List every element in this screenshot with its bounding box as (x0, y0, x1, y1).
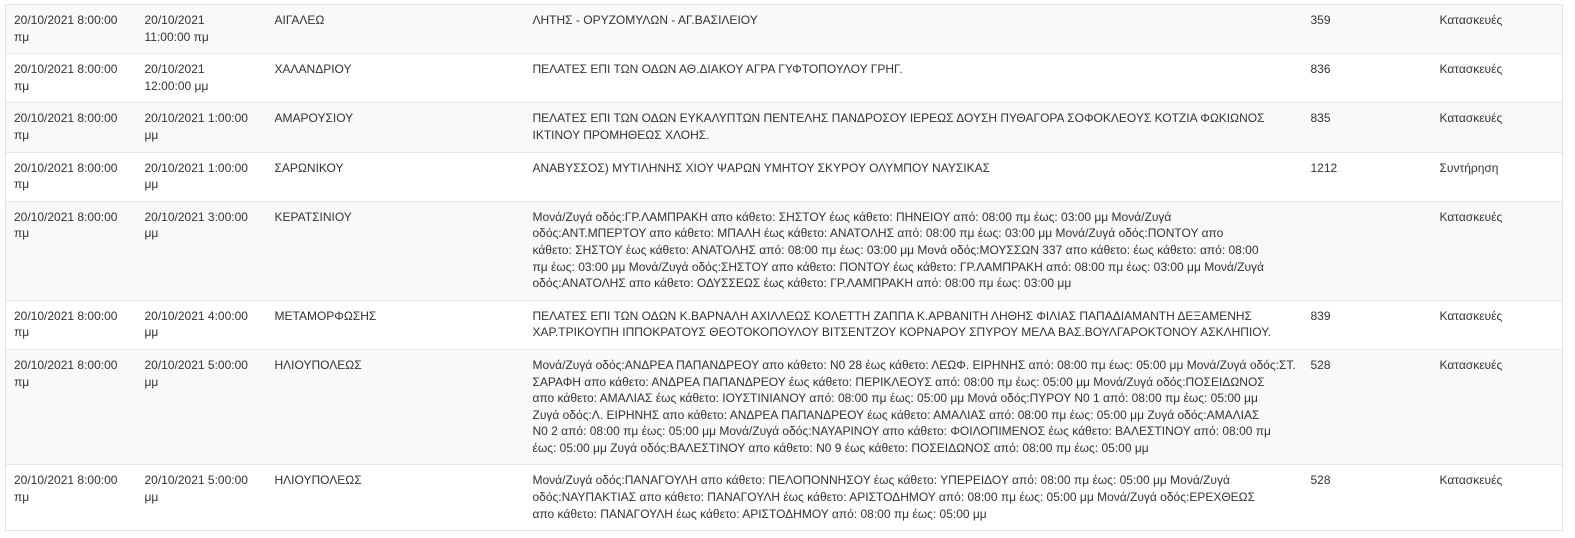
table-row (6, 103, 1563, 152)
code-cell (1303, 201, 1432, 300)
description-line: Μονά/Ζυγά οδός:ΓΡ.ΛΑΜΠΡΑΚΗ απο κάθετο: ΣΗΣΤΟΥ έως κάθετο: ΠΗΝΕΙΟΥ από: 08:00 πμ έως: 03:00 μμ Μονά/Ζυγά (532, 209, 1172, 224)
start-time-cell: 20/10/2021 8:00:00 πμ (6, 54, 137, 103)
outage-table-container (5, 4, 1562, 531)
description-cell (525, 465, 1303, 531)
type-cell: Κατασκευές (1432, 103, 1563, 152)
description-line: απο κάθετο: ΑΜΑΛΙΑΣ έως κάθετο: ΙΟΥΣΤΙΝΙΑΝΟΥ από: 08:00 πμ έως: 05:00 μμ Μονά οδός:ΠΥΡΟΥ Ν0 1 από: 08:00 πμ έως: 05:00 μμ (532, 391, 1258, 406)
description-line: ΧΑΡ.ΤΡΙΚΟΥΠΗ ΙΠΠΟΚΡΑΤΟΥΣ ΘΕΟΤΟΚΟΠΟΥΛΟΥ ΒΙΤΣΕΝΤΖΟΥ ΚΟΡΝΑΡΟΥ ΣΠΥΡΟΥ ΜΕΛΑ ΒΑΣ.ΒΟΥΛΓΑΡΟΚΤΟΝΟΥ ΑΣΚΛΗΠΙΟΥ. (532, 325, 1272, 340)
area-cell: ΗΛΙΟΥΠΟΛΕΩΣ (267, 465, 525, 531)
description-cell (525, 300, 1303, 349)
outage-table (5, 4, 1563, 531)
area-cell: ΧΑΛΑΝΔΡΙΟΥ (267, 54, 525, 103)
description-line: Ζυγά οδός:Λ. ΕΙΡΗΝΗΣ απο κάθετο: ΑΝΔΡΕΑ ΠΑΠΑΝΔΡΕΟΥ έως κάθετο: ΑΜΑΛΙΑΣ από: 08:00 πμ έως: 05:00 μμ Ζυγά οδός:ΑΜΑΛΙΑΣ (532, 407, 1260, 422)
table-row (6, 300, 1563, 349)
table-row (6, 152, 1563, 201)
type-cell: Κατασκευές (1432, 201, 1563, 300)
description-line: Μονά/Ζυγά οδός:ΑΝΔΡΕΑ ΠΑΠΑΝΔΡΕΟΥ απο κάθετο: Ν0 28 έως κάθετο: ΛΕΩΦ. ΕΙΡΗΝΗΣ από: 08:00 πμ έως: 05:00 μμ Μονά/Ζυγά οδός:ΣΤ. (532, 357, 1296, 372)
description-line: ΛΗΤΗΣ - ΟΡΥΖΟΜΥΛΩΝ - ΑΓ.ΒΑΣΙΛΕΙΟΥ (532, 13, 758, 27)
type-cell: Κατασκευές (1432, 349, 1563, 465)
end-time-cell: 20/10/2021 1:00:00 μμ (137, 103, 267, 152)
area-cell: ΑΜΑΡΟΥΣΙΟΥ (267, 103, 525, 152)
type-cell: Κατασκευές (1432, 300, 1563, 349)
code-cell: 839 (1303, 300, 1432, 349)
end-time-cell: 20/10/2021 1:00:00 μμ (137, 152, 267, 201)
table-row (6, 201, 1563, 300)
description-cell (525, 54, 1303, 103)
type-cell: Κατασκευές (1432, 54, 1563, 103)
code-cell: 835 (1303, 103, 1432, 152)
description-line: πμ έως: 03:00 μμ Μονά/Ζυγά οδός:ΣΗΣΤΟΥ απο κάθετο: ΠΟΝΤΟΥ έως κάθετο: ΓΡ.ΛΑΜΠΡΑΚΗ από: 08:00 πμ έως: 03:00 μμ Μονά/Ζυγά (532, 259, 1264, 274)
description-line: ΑΝΑΒΥΣΣΟΣ) ΜΥΤΙΛΗΝΗΣ ΧΙΟΥ ΨΑΡΩΝ ΥΜΗΤΟΥ ΣΚΥΡΟΥ ΟΛΥΜΠΟΥ ΝΑΥΣΙΚΑΣ (532, 160, 991, 175)
code-cell: 1212 (1303, 152, 1432, 201)
end-time-cell: 20/10/2021 3:00:00 μμ (137, 201, 267, 300)
code-cell: 528 (1303, 465, 1432, 531)
description-line: ΙΚΤΙΝΟΥ ΠΡΟΜΗΘΕΩΣ ΧΛΟΗΣ. (532, 127, 710, 142)
type-cell: Κατασκευές (1432, 465, 1563, 531)
table-row (6, 54, 1563, 103)
table-row (6, 349, 1563, 465)
type-cell: Συντήρηση (1432, 152, 1563, 201)
description-cell (525, 103, 1303, 152)
description-cell (525, 349, 1303, 465)
description-line: ΠΕΛΑΤΕΣ ΕΠΙ ΤΩΝ ΟΔΩΝ ΑΘ.ΔΙΑΚΟΥ ΑΓΡΑ ΓΥΦΤΟΠΟΥΛΟΥ ΓΡΗΓ. (532, 62, 903, 77)
description-line: οδός:ΑΝΑΤΟΛΗΣ απο κάθετο: ΟΔΥΣΣΕΩΣ έως κάθετο: ΓΡ.ΛΑΜΠΡΑΚΗ από: 08:00 πμ έως: 03:00 μμ (532, 276, 1072, 291)
description-line: Μονά/Ζυγά οδός:ΠΑΝΑΓΟΥΛΗ απο κάθετο: ΠΕΛΟΠΟΝΝΗΣΟΥ έως κάθετο: ΥΠΕΡΕΙΔΟΥ από: 08:00 πμ έως: 05:00 μμ Μονά/Ζυγά (532, 473, 1230, 488)
area-cell: ΚΕΡΑΤΣΙΝΙΟΥ (267, 201, 525, 300)
start-time-cell: 20/10/2021 8:00:00 πμ (6, 300, 137, 349)
area-cell: ΣΑΡΩΝΙΚΟΥ (267, 152, 525, 201)
description-line: ΠΕΛΑΤΕΣ ΕΠΙ ΤΩΝ ΟΔΩΝ ΕΥΚΑΛΥΠΤΩΝ ΠΕΝΤΕΛΗΣ ΠΑΝΔΡΟΣΟΥ ΙΕΡΕΩΣ ΔΟΥΣΗ ΠΥΘΑΓΟΡΑ ΣΟΦΟΚΛΕΟΥΣ ΚΟΤΖΙΑ ΦΩΚΙΩΝΟΣ (532, 111, 1265, 126)
start-time-cell: 20/10/2021 8:00:00 πμ (6, 349, 137, 465)
end-time-cell: 20/10/2021 12:00:00 μμ (137, 54, 267, 103)
description-line: Ν0 2 από: 08:00 πμ έως: 05:00 μμ Μονά/Ζυγά οδός:ΝΑΥΑΡΙΝΟΥ απο κάθετο: ΦΟΙΛΟΠΙΜΕΝΟΣ έως κάθετο: ΒΑΛΕΣΤΙΝΟΥ από: 08:00 πμ (532, 424, 1271, 439)
end-time-cell: 20/10/2021 4:00:00 μμ (137, 300, 267, 349)
description-line: οδός:ΑΝΤ.ΜΠΕΡΤΟΥ απο κάθετο: ΜΠΑΛΗ έως κάθετο: ΑΝΑΤΟΛΗΣ από: 08:00 πμ έως: 03:00 μμ Μονά/Ζυγά οδός:ΠΟΝΤΟΥ απο (532, 226, 1224, 241)
description-line: κάθετο: ΣΗΣΤΟΥ έως κάθετο: ΑΝΑΤΟΛΗΣ από: 08:00 πμ έως: 03:00 μμ Μονά οδός:ΜΟΥΣΣΩΝ 337 απο κάθετο: έως κάθετο: από: 08:00 (532, 242, 1259, 257)
code-cell: 836 (1303, 54, 1432, 103)
start-time-cell: 20/10/2021 8:00:00 πμ (6, 152, 137, 201)
description-line: ΣΑΡΑΦΗ απο κάθετο: ΑΝΔΡΕΑ ΠΑΠΑΝΔΡΕΟΥ έως κάθετο: ΠΕΡΙΚΛΕΟΥΣ από: 08:00 πμ έως: 05:00 μμ Μονά/Ζυγά οδός:ΠΟΣΕΙΔΩΝΟΣ (532, 374, 1265, 389)
end-time-cell: 20/10/2021 11:00:00 πμ (137, 5, 267, 54)
code-cell: 359 (1303, 5, 1432, 54)
description-cell (525, 201, 1303, 300)
description-line: ΠΕΛΑΤΕΣ ΕΠΙ ΤΩΝ ΟΔΩΝ Κ.ΒΑΡΝΑΛΗ ΑΧΙΛΛΕΩΣ ΚΟΛΕΤΤΗ ΖΑΠΠΑ Κ.ΑΡΒΑΝΙΤΗ ΛΗΘΗΣ ΦΙΛΙΑΣ ΠΑΠΑΔΙΑΜΑΝΤΗ ΔΕΞΑΜΕΝΗΣ (532, 308, 1252, 323)
start-time-cell: 20/10/2021 8:00:00 πμ (6, 5, 137, 54)
description-line: οδός:ΝΑΥΠΑΚΤΙΑΣ απο κάθετο: ΠΑΝΑΓΟΥΛΗ έως κάθετο: ΑΡΙΣΤΟΔΗΜΟΥ από: 08:00 πμ έως: 05:00 μμ Μονά/Ζυγά οδός:ΕΡΕΧΘΕΩΣ (532, 490, 1256, 505)
start-time-cell: 20/10/2021 8:00:00 πμ (6, 103, 137, 152)
description-cell (525, 5, 1303, 54)
description-line: έως: 05:00 μμ Ζυγά οδός:ΒΑΛΕΣΤΙΝΟΥ απο κάθετο: Ν0 9 έως κάθετο: ΠΟΣΕΙΔΩΝΟΣ από: 08:00 πμ έως: 05:00 μμ (532, 440, 1149, 455)
code-cell: 528 (1303, 349, 1432, 465)
description-line: απο κάθετο: ΠΑΝΑΓΟΥΛΗ έως κάθετο: ΑΡΙΣΤΟΔΗΜΟΥ από: 08:00 πμ έως: 05:00 μμ (532, 506, 987, 521)
description-cell (525, 152, 1303, 201)
table-row (6, 5, 1563, 54)
type-cell: Κατασκευές (1432, 5, 1563, 54)
table-row (6, 465, 1563, 531)
start-time-cell: 20/10/2021 8:00:00 πμ (6, 465, 137, 531)
area-cell: ΗΛΙΟΥΠΟΛΕΩΣ (267, 349, 525, 465)
end-time-cell: 20/10/2021 5:00:00 μμ (137, 349, 267, 465)
area-cell: ΑΙΓΑΛΕΩ (267, 5, 525, 54)
start-time-cell: 20/10/2021 8:00:00 πμ (6, 201, 137, 300)
area-cell: ΜΕΤΑΜΟΡΦΩΣΗΣ (267, 300, 525, 349)
end-time-cell: 20/10/2021 5:00:00 μμ (137, 465, 267, 531)
